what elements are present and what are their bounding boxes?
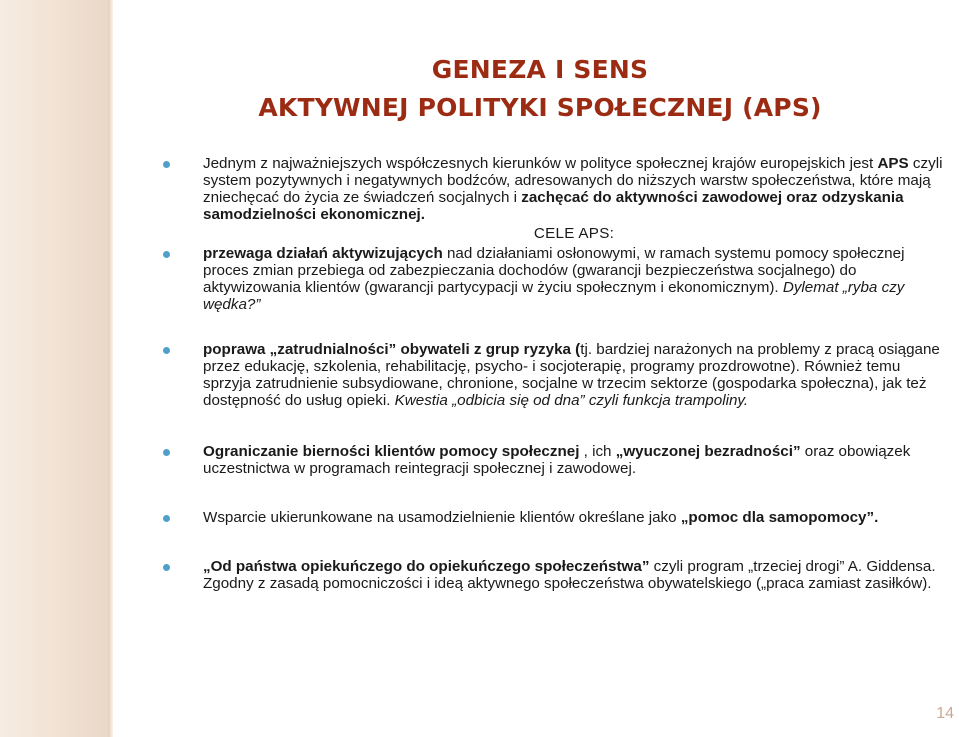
item2-paragraph (203, 341, 945, 409)
bullet-dot-icon (163, 347, 170, 354)
bullet-item-4 (203, 509, 945, 526)
item4-text: Wsparcie ukierunkowane na usamodzielnienie klientów określane jako (203, 509, 681, 526)
item2-bold: poprawa „zatrudnialności” obywateli z grup ryzyka ( (203, 341, 581, 358)
item3-mid: , ich (579, 443, 616, 460)
item1-text: nad działaniami osłonowymi, w ramach systemu pomocy społecznej proces zmian przebiega od zabezpieczania dochodów (gwarancji bezpieczeństwa socjalnego) do aktywizowania klientów (gwarancji partycypacji w życiu społecznym i ekonomicznym). (203, 245, 905, 296)
slide-title-line1: GENEZA I SENS (431, 55, 649, 84)
intro-paragraph (203, 155, 945, 223)
bullet-intro (203, 155, 945, 223)
page-number: 14 (936, 705, 954, 722)
bullet-item-1 (203, 245, 945, 313)
item4-paragraph (203, 509, 945, 526)
decorative-band-edge (108, 0, 113, 737)
bullet-dot-icon (163, 251, 170, 258)
intro-text-1: Jednym z najważniejszych współczesnych kierunków w polityce społecznej krajów europejskich jest (203, 155, 878, 172)
item2-italic: Kwestia „odbicia się od dna” czyli funkcja trampoliny. (394, 392, 749, 409)
item3-paragraph (203, 443, 945, 477)
cele-heading: CELE APS: (533, 225, 615, 242)
bullet-item-5 (203, 558, 945, 592)
bullet-dot-icon (163, 515, 170, 522)
item3-text: oraz obowiązek uczestnictwa w programach reintegracji społecznej i zawodowej. (203, 443, 911, 477)
item1-paragraph (203, 245, 945, 313)
item3-bold-1: Ograniczanie bierności klientów pomocy społecznej (203, 443, 580, 460)
item1-italic: Dylemat „ryba czy wędka?” (203, 279, 905, 313)
slide-content (203, 155, 945, 592)
bullet-dot-icon (163, 564, 170, 571)
intro-aps: APS (877, 155, 909, 172)
slide-title-line2: AKTYWNEJ POLITYKI SPOŁECZNEJ (APS) (258, 93, 822, 122)
item5-bold: „Od państwa opiekuńczego do opiekuńczego społeczeństwa” (203, 558, 650, 575)
item2-text: tj. bardziej narażonych na problemy z pracą osiągane przez edukację, szkolenia, rehabilitację, psycho- i socjoterapię, programy prozdrowotne). Również temu sprzyja zatrudnienie subsydiowane, chronione, socjalne w trzecim sektorze (gospodarka społeczna), jak też dostępność do usług opieki. (203, 341, 940, 409)
item5-paragraph (203, 558, 945, 592)
bullet-item-3 (203, 443, 945, 477)
item1-bold: przewaga działań aktywizujących (203, 245, 443, 262)
item5-text: czyli program „trzeciej drogi” A. Giddensa. Zgodny z zasadą pomocniczości i ideą aktywnego społeczeństwa obywatelskiego („praca zamiast zasiłków). (203, 558, 936, 592)
bullet-dot-icon (163, 161, 170, 168)
bullet-dot-icon (163, 449, 170, 456)
bullet-item-2 (203, 341, 945, 409)
item3-bold-2: „wyuczonej bezradności” (615, 443, 801, 460)
intro-text-3: zachęcać do aktywności zawodowej oraz odzyskania samodzielności ekonomicznej. (203, 189, 904, 223)
intro-text-2: czyli system pozytywnych i negatywnych bodźców, adresowanych do niższych warstw społeczeństwa, które mają zniechęcać do życia ze świadczeń socjalnych i (203, 155, 943, 206)
decorative-left-band (0, 0, 108, 737)
item4-bold: „pomoc dla samopomocy”. (680, 509, 879, 526)
